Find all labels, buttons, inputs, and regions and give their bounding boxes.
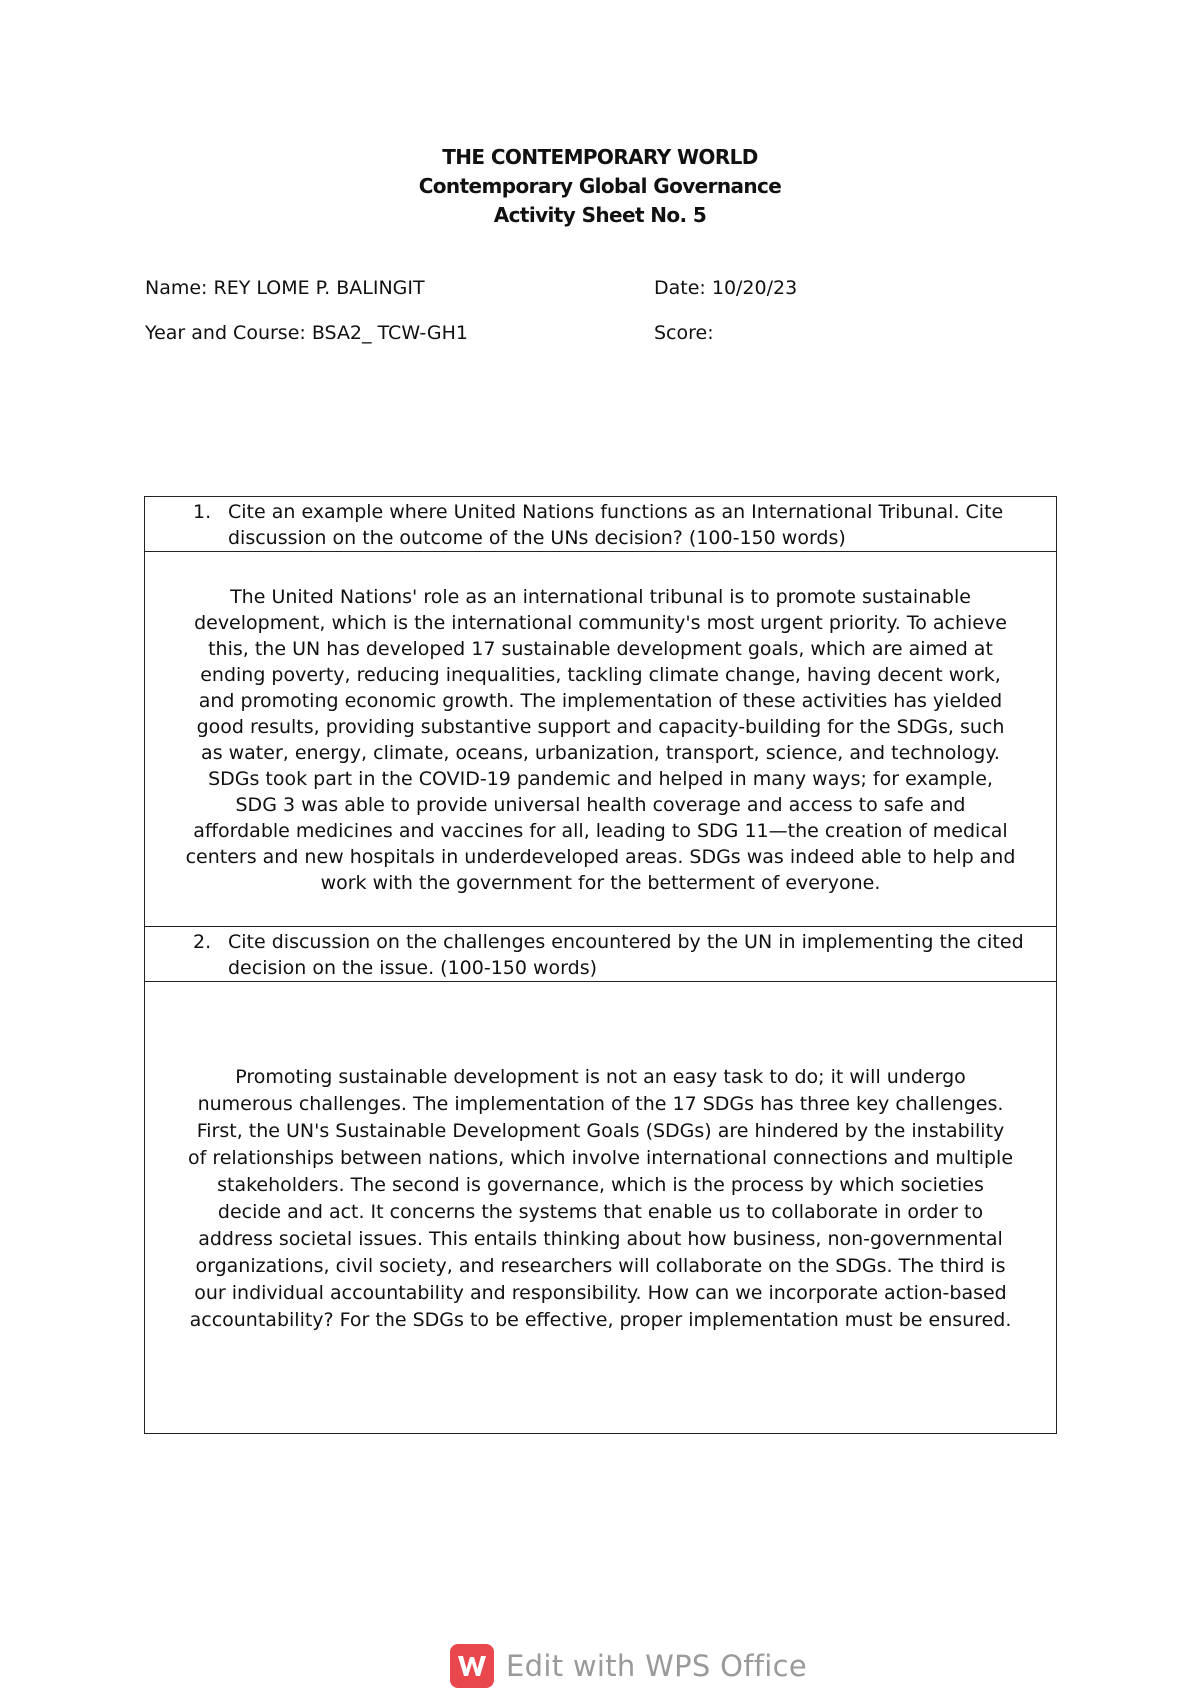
score-field: Score: xyxy=(654,322,714,344)
question-cell xyxy=(145,927,1057,982)
activity-title: Activity Sheet No. 5 xyxy=(493,203,707,227)
year-and-course: Year and Course: BSA2_ TCW-GH1 xyxy=(145,322,468,344)
topic-title: Contemporary Global Governance xyxy=(418,174,782,198)
question-row xyxy=(145,927,1057,982)
question-row xyxy=(145,497,1057,552)
student-name: Name: REY LOME P. BALINGIT xyxy=(145,277,425,299)
answer-row xyxy=(145,552,1057,927)
question-number: 2. xyxy=(193,931,212,953)
submission-date: Date: 10/20/23 xyxy=(654,277,798,299)
question-number: 1. xyxy=(193,501,212,523)
wps-edit-text[interactable]: Edit with WPS Office xyxy=(506,1649,807,1683)
wps-w-logo-icon xyxy=(450,1644,494,1688)
answer-cell xyxy=(145,552,1057,927)
question-prompt: Cite an example where United Nations functions as an International Tribunal. Cite discussion on the outcome of the UNs decision? (100-150 words) xyxy=(228,501,1004,549)
question-cell xyxy=(145,497,1057,552)
answer-text: Promoting sustainable development is not an easy task to do; it will undergo numerous challenges. The implementation of the 17 SDGs has three key challenges. First, the UN's Sustainable Development Goals (SDGs) are hindered by the instability of relationships between nations, which involve international connections and multiple stakeholders. The second is governance, which is the process by which societies decide and act. It concerns the systems that enable us to collaborate in order to address societal issues. This entails thinking about how business, non-governmental organizations, civil society, and researchers will collaborate on the SDGs. The third is our individual accountability and responsibility. How can we incorporate action-based accountability? For the SDGs to be effective, proper implementation must be ensured. xyxy=(187,1066,1014,1331)
activity-table xyxy=(144,496,1057,1434)
course-title: THE CONTEMPORARY WORLD xyxy=(442,145,758,169)
answer-cell xyxy=(145,982,1057,1434)
document-header xyxy=(0,143,1200,230)
wps-edit-badge[interactable] xyxy=(450,1643,807,1689)
answer-row xyxy=(145,982,1057,1434)
answer-text: The United Nations' role as an international tribunal is to promote sustainable development, which is the international community's most urgent priority. To achieve this, the UN has developed 17 sustainable development goals, which are aimed at ending poverty, reducing inequalities, tackling climate change, having decent work, and promoting economic growth. The implementation of these activities has yielded good results, providing substantive support and capacity-building for the SDGs, such as water, energy, climate, oceans, urbanization, transport, science, and technology. SDGs took part in the COVID-19 pandemic and helped in many ways; for example, SDG 3 was able to provide universal health coverage and access to safe and affordable medicines and vaccines for all, leading to SDG 11—the creation of medical centers and new hospitals in underdeveloped areas. SDGs was indeed able to help and work with the government for the betterment of everyone. xyxy=(185,586,1016,894)
question-prompt: Cite discussion on the challenges encountered by the UN in implementing the cited decision on the issue. (100-150 words) xyxy=(228,931,1024,979)
